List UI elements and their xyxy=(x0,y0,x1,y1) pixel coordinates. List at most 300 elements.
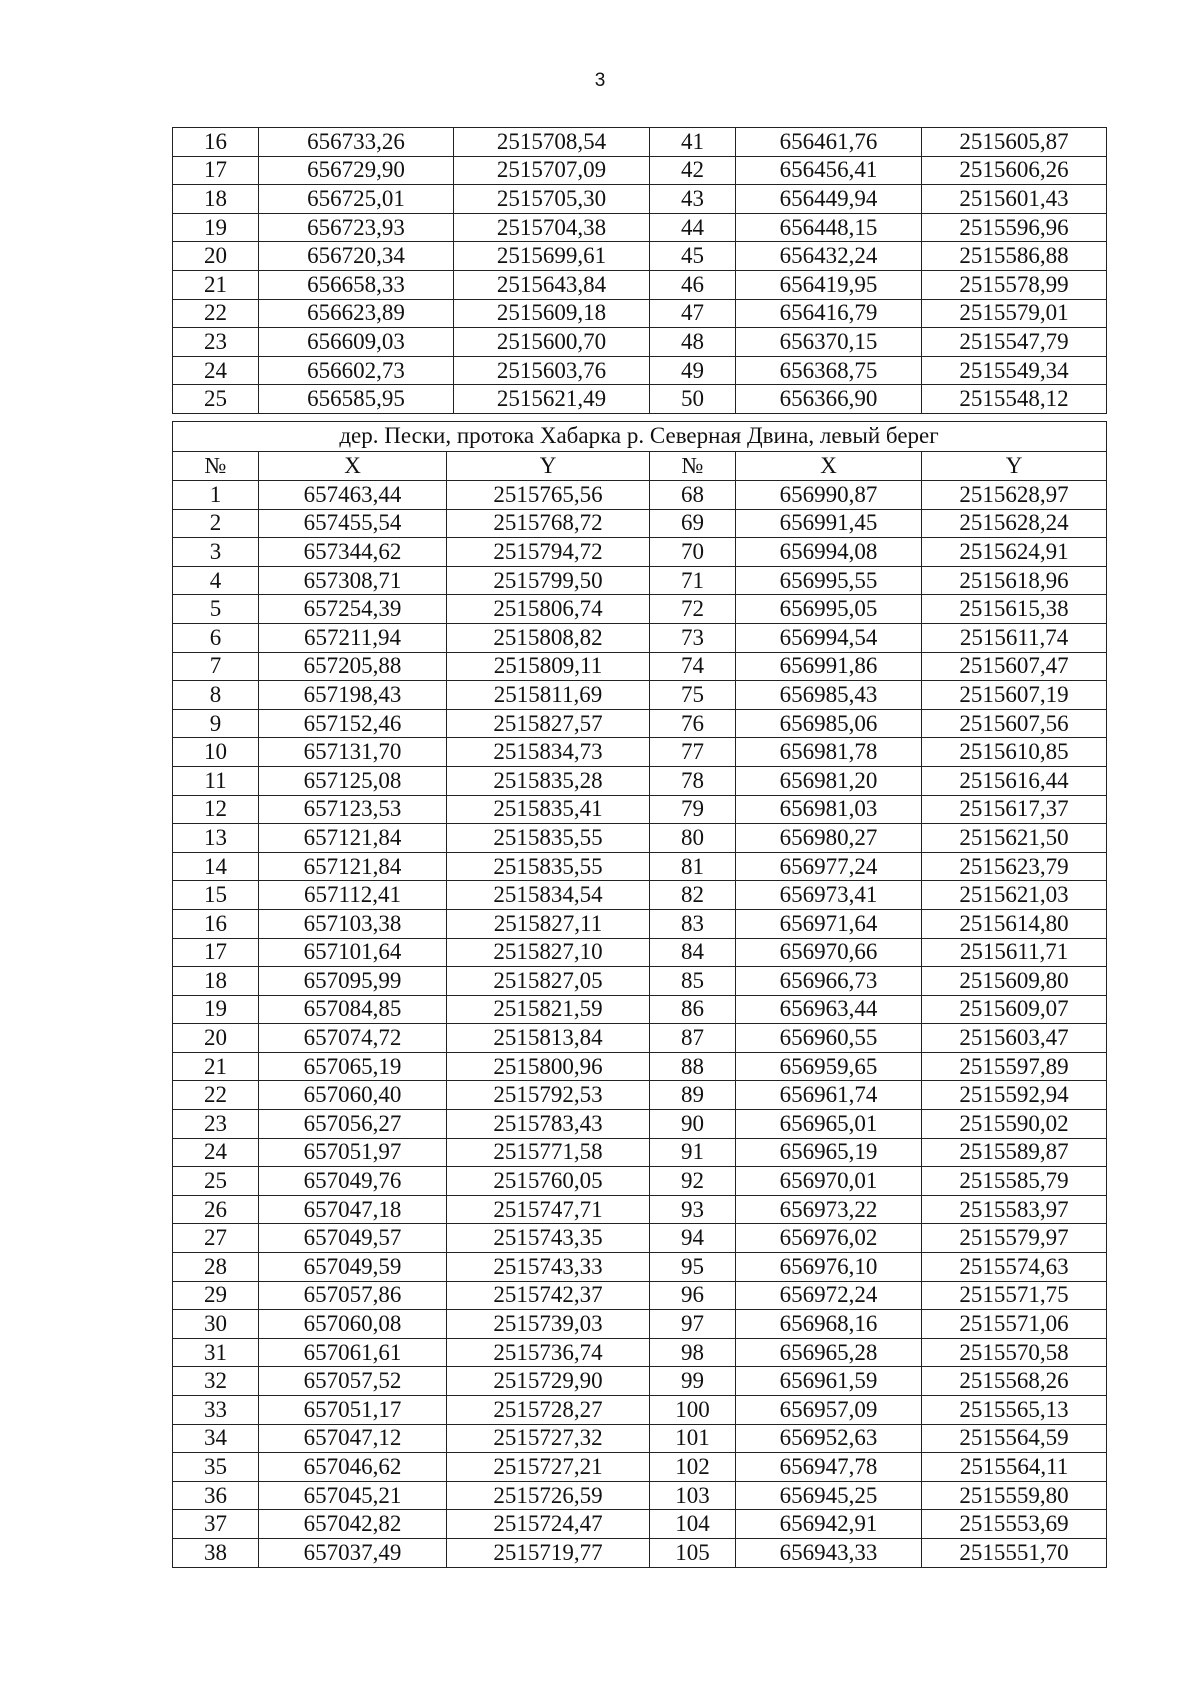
y-coordinate-cell: 2515728,27 xyxy=(447,1396,650,1425)
table-row xyxy=(173,481,1107,510)
x-coordinate-cell: 656990,87 xyxy=(736,481,922,510)
y-coordinate-cell: 2515811,69 xyxy=(447,681,650,710)
table-row xyxy=(173,385,1107,414)
table-row xyxy=(173,1081,1107,1110)
y-coordinate-cell: 2515800,96 xyxy=(447,1052,650,1081)
x-coordinate-cell: 656416,79 xyxy=(736,299,922,328)
x-coordinate-cell: 657051,97 xyxy=(259,1138,447,1167)
header-number: № xyxy=(650,452,736,481)
point-number-cell: 89 xyxy=(650,1081,736,1110)
point-number-cell: 98 xyxy=(650,1338,736,1367)
table-row xyxy=(173,1310,1107,1339)
y-coordinate-cell: 2515771,58 xyxy=(447,1138,650,1167)
point-number-cell: 19 xyxy=(173,213,259,242)
table-row xyxy=(173,1052,1107,1081)
point-number-cell: 96 xyxy=(650,1281,736,1310)
x-coordinate-cell: 657060,08 xyxy=(259,1310,447,1339)
x-coordinate-cell: 657060,40 xyxy=(259,1081,447,1110)
y-coordinate-cell: 2515783,43 xyxy=(447,1110,650,1139)
point-number-cell: 76 xyxy=(650,709,736,738)
x-coordinate-cell: 656994,54 xyxy=(736,623,922,652)
point-number-cell: 70 xyxy=(650,538,736,567)
point-number-cell: 18 xyxy=(173,967,259,996)
y-coordinate-cell: 2515827,11 xyxy=(447,909,650,938)
point-number-cell: 91 xyxy=(650,1138,736,1167)
y-coordinate-cell: 2515564,11 xyxy=(922,1453,1107,1482)
y-coordinate-cell: 2515705,30 xyxy=(454,185,650,214)
y-coordinate-cell: 2515834,73 xyxy=(447,738,650,767)
table-row xyxy=(173,1110,1107,1139)
table-header-row xyxy=(173,452,1107,481)
point-number-cell: 84 xyxy=(650,938,736,967)
point-number-cell: 10 xyxy=(173,738,259,767)
y-coordinate-cell: 2515549,34 xyxy=(922,356,1107,385)
point-number-cell: 27 xyxy=(173,1224,259,1253)
y-coordinate-cell: 2515624,91 xyxy=(922,538,1107,567)
x-coordinate-cell: 656965,19 xyxy=(736,1138,922,1167)
point-number-cell: 102 xyxy=(650,1453,736,1482)
point-number-cell: 73 xyxy=(650,623,736,652)
point-number-cell: 8 xyxy=(173,681,259,710)
y-coordinate-cell: 2515835,55 xyxy=(447,852,650,881)
point-number-cell: 90 xyxy=(650,1110,736,1139)
table-row xyxy=(173,1338,1107,1367)
x-coordinate-cell: 657049,59 xyxy=(259,1253,447,1282)
x-coordinate-cell: 656981,20 xyxy=(736,766,922,795)
y-coordinate-cell: 2515743,35 xyxy=(447,1224,650,1253)
y-coordinate-cell: 2515621,49 xyxy=(454,385,650,414)
x-coordinate-cell: 657211,94 xyxy=(259,623,447,652)
y-coordinate-cell: 2515579,97 xyxy=(922,1224,1107,1253)
x-coordinate-cell: 657047,18 xyxy=(259,1195,447,1224)
point-number-cell: 95 xyxy=(650,1253,736,1282)
y-coordinate-cell: 2515579,01 xyxy=(922,299,1107,328)
point-number-cell: 1 xyxy=(173,481,259,510)
point-number-cell: 103 xyxy=(650,1481,736,1510)
point-number-cell: 87 xyxy=(650,1024,736,1053)
table-row xyxy=(173,1424,1107,1453)
point-number-cell: 21 xyxy=(173,1052,259,1081)
y-coordinate-cell: 2515600,70 xyxy=(454,328,650,357)
x-coordinate-cell: 657045,21 xyxy=(259,1481,447,1510)
x-coordinate-cell: 656729,90 xyxy=(259,156,454,185)
x-coordinate-cell: 657131,70 xyxy=(259,738,447,767)
x-coordinate-cell: 656981,03 xyxy=(736,795,922,824)
y-coordinate-cell: 2515583,97 xyxy=(922,1195,1107,1224)
point-number-cell: 18 xyxy=(173,185,259,214)
table-row xyxy=(173,128,1107,157)
y-coordinate-cell: 2515794,72 xyxy=(447,538,650,567)
point-number-cell: 38 xyxy=(173,1538,259,1567)
header-number: № xyxy=(173,452,259,481)
x-coordinate-cell: 656957,09 xyxy=(736,1396,922,1425)
header-x: X xyxy=(736,452,922,481)
y-coordinate-cell: 2515547,79 xyxy=(922,328,1107,357)
header-y: Y xyxy=(922,452,1107,481)
y-coordinate-cell: 2515835,28 xyxy=(447,766,650,795)
x-coordinate-cell: 656973,41 xyxy=(736,881,922,910)
y-coordinate-cell: 2515601,43 xyxy=(922,185,1107,214)
point-number-cell: 6 xyxy=(173,623,259,652)
y-coordinate-cell: 2515603,47 xyxy=(922,1024,1107,1053)
point-number-cell: 83 xyxy=(650,909,736,938)
x-coordinate-cell: 656995,55 xyxy=(736,566,922,595)
y-coordinate-cell: 2515821,59 xyxy=(447,995,650,1024)
x-coordinate-cell: 656602,73 xyxy=(259,356,454,385)
y-coordinate-cell: 2515739,03 xyxy=(447,1310,650,1339)
x-coordinate-cell: 657042,82 xyxy=(259,1510,447,1539)
y-coordinate-cell: 2515799,50 xyxy=(447,566,650,595)
point-number-cell: 23 xyxy=(173,328,259,357)
x-coordinate-cell: 656585,95 xyxy=(259,385,454,414)
table-row xyxy=(173,795,1107,824)
x-coordinate-cell: 657463,44 xyxy=(259,481,447,510)
x-coordinate-cell: 657056,27 xyxy=(259,1110,447,1139)
table-row xyxy=(173,881,1107,910)
x-coordinate-cell: 656960,55 xyxy=(736,1024,922,1053)
y-coordinate-cell: 2515621,03 xyxy=(922,881,1107,910)
table-row xyxy=(173,967,1107,996)
y-coordinate-cell: 2515628,24 xyxy=(922,509,1107,538)
x-coordinate-cell: 657308,71 xyxy=(259,566,447,595)
y-coordinate-cell: 2515835,55 xyxy=(447,824,650,853)
point-number-cell: 94 xyxy=(650,1224,736,1253)
x-coordinate-cell: 656947,78 xyxy=(736,1453,922,1482)
y-coordinate-cell: 2515610,85 xyxy=(922,738,1107,767)
x-coordinate-cell: 656456,41 xyxy=(736,156,922,185)
point-number-cell: 17 xyxy=(173,156,259,185)
x-coordinate-cell: 657121,84 xyxy=(259,824,447,853)
x-coordinate-cell: 657049,76 xyxy=(259,1167,447,1196)
point-number-cell: 25 xyxy=(173,1167,259,1196)
y-coordinate-cell: 2515607,47 xyxy=(922,652,1107,681)
x-coordinate-cell: 657057,86 xyxy=(259,1281,447,1310)
x-coordinate-cell: 656943,33 xyxy=(736,1538,922,1567)
x-coordinate-cell: 656461,76 xyxy=(736,128,922,157)
y-coordinate-cell: 2515603,76 xyxy=(454,356,650,385)
y-coordinate-cell: 2515571,75 xyxy=(922,1281,1107,1310)
y-coordinate-cell: 2515564,59 xyxy=(922,1424,1107,1453)
y-coordinate-cell: 2515609,80 xyxy=(922,967,1107,996)
table-row xyxy=(173,623,1107,652)
point-number-cell: 77 xyxy=(650,738,736,767)
point-number-cell: 24 xyxy=(173,1138,259,1167)
point-number-cell: 25 xyxy=(173,385,259,414)
point-number-cell: 104 xyxy=(650,1510,736,1539)
point-number-cell: 20 xyxy=(173,242,259,271)
point-number-cell: 48 xyxy=(650,328,736,357)
header-y: Y xyxy=(447,452,650,481)
x-coordinate-cell: 656725,01 xyxy=(259,185,454,214)
point-number-cell: 81 xyxy=(650,852,736,881)
point-number-cell: 32 xyxy=(173,1367,259,1396)
x-coordinate-cell: 656965,01 xyxy=(736,1110,922,1139)
x-coordinate-cell: 656368,75 xyxy=(736,356,922,385)
x-coordinate-cell: 657205,88 xyxy=(259,652,447,681)
y-coordinate-cell: 2515611,71 xyxy=(922,938,1107,967)
x-coordinate-cell: 657074,72 xyxy=(259,1024,447,1053)
point-number-cell: 49 xyxy=(650,356,736,385)
x-coordinate-cell: 657051,17 xyxy=(259,1396,447,1425)
x-coordinate-cell: 656970,66 xyxy=(736,938,922,967)
point-number-cell: 28 xyxy=(173,1253,259,1282)
table-row xyxy=(173,995,1107,1024)
y-coordinate-cell: 2515827,57 xyxy=(447,709,650,738)
point-number-cell: 4 xyxy=(173,566,259,595)
y-coordinate-cell: 2515808,82 xyxy=(447,623,650,652)
table-row xyxy=(173,824,1107,853)
table-row xyxy=(173,299,1107,328)
y-coordinate-cell: 2515614,80 xyxy=(922,909,1107,938)
y-coordinate-cell: 2515809,11 xyxy=(447,652,650,681)
point-number-cell: 80 xyxy=(650,824,736,853)
point-number-cell: 17 xyxy=(173,938,259,967)
y-coordinate-cell: 2515607,19 xyxy=(922,681,1107,710)
x-coordinate-cell: 657103,38 xyxy=(259,909,447,938)
point-number-cell: 33 xyxy=(173,1396,259,1425)
y-coordinate-cell: 2515571,06 xyxy=(922,1310,1107,1339)
section-title: дер. Пески, протока Хабарка р. Северная Двина, левый берег xyxy=(339,423,939,448)
x-coordinate-cell: 656942,91 xyxy=(736,1510,922,1539)
y-coordinate-cell: 2515806,74 xyxy=(447,595,650,624)
table-row xyxy=(173,1367,1107,1396)
y-coordinate-cell: 2515617,37 xyxy=(922,795,1107,824)
table-row xyxy=(173,509,1107,538)
x-coordinate-cell: 657046,62 xyxy=(259,1453,447,1482)
x-coordinate-cell: 656432,24 xyxy=(736,242,922,271)
y-coordinate-cell: 2515596,96 xyxy=(922,213,1107,242)
point-number-cell: 11 xyxy=(173,766,259,795)
x-coordinate-cell: 657047,12 xyxy=(259,1424,447,1453)
point-number-cell: 93 xyxy=(650,1195,736,1224)
x-coordinate-cell: 656952,63 xyxy=(736,1424,922,1453)
point-number-cell: 30 xyxy=(173,1310,259,1339)
x-coordinate-cell: 656720,34 xyxy=(259,242,454,271)
y-coordinate-cell: 2515747,71 xyxy=(447,1195,650,1224)
point-number-cell: 45 xyxy=(650,242,736,271)
point-number-cell: 29 xyxy=(173,1281,259,1310)
y-coordinate-cell: 2515548,12 xyxy=(922,385,1107,414)
x-coordinate-cell: 656366,90 xyxy=(736,385,922,414)
point-number-cell: 71 xyxy=(650,566,736,595)
point-number-cell: 72 xyxy=(650,595,736,624)
x-coordinate-cell: 657198,43 xyxy=(259,681,447,710)
table-row xyxy=(173,566,1107,595)
x-coordinate-cell: 657084,85 xyxy=(259,995,447,1024)
y-coordinate-cell: 2515592,94 xyxy=(922,1081,1107,1110)
y-coordinate-cell: 2515727,32 xyxy=(447,1424,650,1453)
point-number-cell: 47 xyxy=(650,299,736,328)
point-number-cell: 23 xyxy=(173,1110,259,1139)
section-title-cell xyxy=(173,422,1107,452)
point-number-cell: 97 xyxy=(650,1310,736,1339)
point-number-cell: 22 xyxy=(173,1081,259,1110)
y-coordinate-cell: 2515609,18 xyxy=(454,299,650,328)
y-coordinate-cell: 2515765,56 xyxy=(447,481,650,510)
y-coordinate-cell: 2515618,96 xyxy=(922,566,1107,595)
point-number-cell: 82 xyxy=(650,881,736,910)
y-coordinate-cell: 2515568,26 xyxy=(922,1367,1107,1396)
x-coordinate-cell: 656981,78 xyxy=(736,738,922,767)
x-coordinate-cell: 656959,65 xyxy=(736,1052,922,1081)
coordinates-table-peski xyxy=(172,421,1107,1568)
point-number-cell: 50 xyxy=(650,385,736,414)
x-coordinate-cell: 657125,08 xyxy=(259,766,447,795)
table-row xyxy=(173,213,1107,242)
table-row xyxy=(173,909,1107,938)
table-row xyxy=(173,652,1107,681)
x-coordinate-cell: 656609,03 xyxy=(259,328,454,357)
y-coordinate-cell: 2515729,90 xyxy=(447,1367,650,1396)
x-coordinate-cell: 656985,43 xyxy=(736,681,922,710)
y-coordinate-cell: 2515597,89 xyxy=(922,1052,1107,1081)
point-number-cell: 101 xyxy=(650,1424,736,1453)
coordinates-table-continued xyxy=(172,127,1107,414)
table-row xyxy=(173,1538,1107,1567)
y-coordinate-cell: 2515605,87 xyxy=(922,128,1107,157)
x-coordinate-cell: 657057,52 xyxy=(259,1367,447,1396)
table-row xyxy=(173,709,1107,738)
point-number-cell: 86 xyxy=(650,995,736,1024)
table-row xyxy=(173,766,1107,795)
point-number-cell: 21 xyxy=(173,270,259,299)
y-coordinate-cell: 2515607,56 xyxy=(922,709,1107,738)
x-coordinate-cell: 656966,73 xyxy=(736,967,922,996)
y-coordinate-cell: 2515615,38 xyxy=(922,595,1107,624)
x-coordinate-cell: 656976,10 xyxy=(736,1253,922,1282)
point-number-cell: 14 xyxy=(173,852,259,881)
y-coordinate-cell: 2515570,58 xyxy=(922,1338,1107,1367)
x-coordinate-cell: 656945,25 xyxy=(736,1481,922,1510)
y-coordinate-cell: 2515574,63 xyxy=(922,1253,1107,1282)
table-row xyxy=(173,1453,1107,1482)
x-coordinate-cell: 656733,26 xyxy=(259,128,454,157)
x-coordinate-cell: 656980,27 xyxy=(736,824,922,853)
point-number-cell: 9 xyxy=(173,709,259,738)
point-number-cell: 36 xyxy=(173,1481,259,1510)
table-row xyxy=(173,1224,1107,1253)
x-coordinate-cell: 656623,89 xyxy=(259,299,454,328)
point-number-cell: 3 xyxy=(173,538,259,567)
point-number-cell: 41 xyxy=(650,128,736,157)
point-number-cell: 78 xyxy=(650,766,736,795)
x-coordinate-cell: 657049,57 xyxy=(259,1224,447,1253)
y-coordinate-cell: 2515628,97 xyxy=(922,481,1107,510)
point-number-cell: 13 xyxy=(173,824,259,853)
x-coordinate-cell: 657455,54 xyxy=(259,509,447,538)
x-coordinate-cell: 657065,19 xyxy=(259,1052,447,1081)
y-coordinate-cell: 2515707,09 xyxy=(454,156,650,185)
point-number-cell: 88 xyxy=(650,1052,736,1081)
x-coordinate-cell: 656994,08 xyxy=(736,538,922,567)
y-coordinate-cell: 2515742,37 xyxy=(447,1281,650,1310)
x-coordinate-cell: 657344,62 xyxy=(259,538,447,567)
point-number-cell: 37 xyxy=(173,1510,259,1539)
table-row xyxy=(173,938,1107,967)
y-coordinate-cell: 2515768,72 xyxy=(447,509,650,538)
x-coordinate-cell: 656970,01 xyxy=(736,1167,922,1196)
y-coordinate-cell: 2515835,41 xyxy=(447,795,650,824)
point-number-cell: 12 xyxy=(173,795,259,824)
x-coordinate-cell: 657101,64 xyxy=(259,938,447,967)
header-x: X xyxy=(259,452,447,481)
x-coordinate-cell: 656976,02 xyxy=(736,1224,922,1253)
y-coordinate-cell: 2515724,47 xyxy=(447,1510,650,1539)
y-coordinate-cell: 2515586,88 xyxy=(922,242,1107,271)
table-row xyxy=(173,156,1107,185)
point-number-cell: 22 xyxy=(173,299,259,328)
section-title-row xyxy=(173,422,1107,452)
y-coordinate-cell: 2515609,07 xyxy=(922,995,1107,1024)
y-coordinate-cell: 2515551,70 xyxy=(922,1538,1107,1567)
table-row xyxy=(173,1281,1107,1310)
table-row xyxy=(173,1396,1107,1425)
table-row xyxy=(173,1167,1107,1196)
x-coordinate-cell: 657112,41 xyxy=(259,881,447,910)
y-coordinate-cell: 2515553,69 xyxy=(922,1510,1107,1539)
x-coordinate-cell: 656723,93 xyxy=(259,213,454,242)
point-number-cell: 85 xyxy=(650,967,736,996)
y-coordinate-cell: 2515585,79 xyxy=(922,1167,1107,1196)
y-coordinate-cell: 2515606,26 xyxy=(922,156,1107,185)
point-number-cell: 69 xyxy=(650,509,736,538)
x-coordinate-cell: 657152,46 xyxy=(259,709,447,738)
x-coordinate-cell: 656963,44 xyxy=(736,995,922,1024)
table-row xyxy=(173,1481,1107,1510)
x-coordinate-cell: 656370,15 xyxy=(736,328,922,357)
x-coordinate-cell: 656961,59 xyxy=(736,1367,922,1396)
x-coordinate-cell: 656973,22 xyxy=(736,1195,922,1224)
x-coordinate-cell: 656995,05 xyxy=(736,595,922,624)
table-row xyxy=(173,1138,1107,1167)
point-number-cell: 2 xyxy=(173,509,259,538)
x-coordinate-cell: 657254,39 xyxy=(259,595,447,624)
y-coordinate-cell: 2515616,44 xyxy=(922,766,1107,795)
point-number-cell: 92 xyxy=(650,1167,736,1196)
point-number-cell: 79 xyxy=(650,795,736,824)
y-coordinate-cell: 2515760,05 xyxy=(447,1167,650,1196)
point-number-cell: 75 xyxy=(650,681,736,710)
table-row xyxy=(173,270,1107,299)
y-coordinate-cell: 2515621,50 xyxy=(922,824,1107,853)
x-coordinate-cell: 656419,95 xyxy=(736,270,922,299)
y-coordinate-cell: 2515719,77 xyxy=(447,1538,650,1567)
y-coordinate-cell: 2515578,99 xyxy=(922,270,1107,299)
page-number: 3 xyxy=(594,70,606,91)
point-number-cell: 44 xyxy=(650,213,736,242)
x-coordinate-cell: 657037,49 xyxy=(259,1538,447,1567)
x-coordinate-cell: 656971,64 xyxy=(736,909,922,938)
point-number-cell: 99 xyxy=(650,1367,736,1396)
x-coordinate-cell: 656977,24 xyxy=(736,852,922,881)
y-coordinate-cell: 2515559,80 xyxy=(922,1481,1107,1510)
x-coordinate-cell: 656991,45 xyxy=(736,509,922,538)
x-coordinate-cell: 656985,06 xyxy=(736,709,922,738)
x-coordinate-cell: 657123,53 xyxy=(259,795,447,824)
y-coordinate-cell: 2515813,84 xyxy=(447,1024,650,1053)
point-number-cell: 100 xyxy=(650,1396,736,1425)
point-number-cell: 31 xyxy=(173,1338,259,1367)
point-number-cell: 26 xyxy=(173,1195,259,1224)
x-coordinate-cell: 656449,94 xyxy=(736,185,922,214)
point-number-cell: 16 xyxy=(173,909,259,938)
y-coordinate-cell: 2515704,38 xyxy=(454,213,650,242)
table-row xyxy=(173,852,1107,881)
table-row xyxy=(173,538,1107,567)
y-coordinate-cell: 2515699,61 xyxy=(454,242,650,271)
point-number-cell: 35 xyxy=(173,1453,259,1482)
table-row xyxy=(173,738,1107,767)
